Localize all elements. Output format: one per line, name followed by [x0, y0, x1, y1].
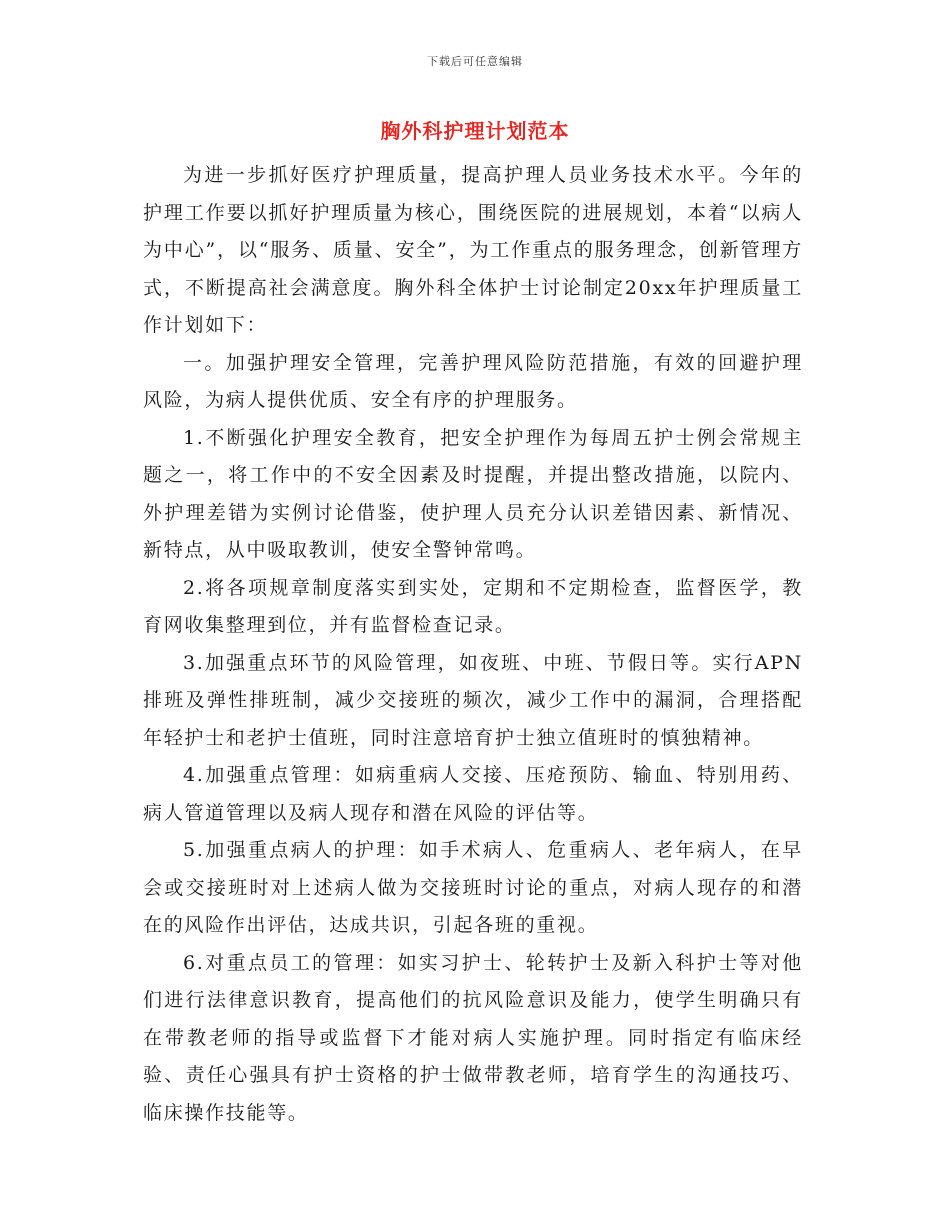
document-body — [143, 157, 803, 1132]
paragraph-intro: 为进一步抓好医疗护理质量，提高护理人员业务技术水平。今年的护理工作要以抓好护理质量为核心，围绕医院的进展规划，本着“以病人为中心”，以“服务、质量、安全”，为工作重点的服务理念，创新管理方式，不断提高社会满意度。胸外科全体护士讨论制定20xx年护理质量工作计划如下： — [143, 164, 803, 336]
header-note: 下载后可任意编辑 — [427, 55, 523, 68]
document-title: 胸外科护理计划范本 — [380, 119, 570, 143]
paragraph-item-3: 3.加强重点环节的风险管理，如夜班、中班、节假日等。实行APN排班及弹性排班制，减少交接班的频次，减少工作中的漏洞，合理搭配年轻护士和老护士值班，同时注意培育护士独立值班时的慎独精神。 — [143, 651, 803, 749]
paragraph-item-1: 1.不断强化护理安全教育，把安全护理作为每周五护士例会常规主题之一，将工作中的不安全因素及时提醒，并提出整改措施，以院内、外护理差错为实例讨论借鉴，使护理人员充分认识差错因素、新情况、新特点，从中吸取教训，使安全警钟常鸣。 — [143, 426, 803, 561]
paragraph-item-2: 2.将各项规章制度落实到实处，定期和不定期检查，监督医学，教育网收集整理到位，并有监督检查记录。 — [143, 576, 803, 636]
paragraph-section-1: 一。加强护理安全管理，完善护理风险防范措施，有效的回避护理风险，为病人提供优质、安全有序的护理服务。 — [143, 351, 803, 411]
paragraph-item-6: 6.对重点员工的管理：如实习护士、轮转护士及新入科护士等对他们进行法律意识教育，提高他们的抗风险意识及能力，使学生明确只有在带教老师的指导或监督下才能对病人实施护理。同时指定有临床经验、责任心强具有护士资格的护士做带教老师，培育学生的沟通技巧、临床操作技能等。 — [143, 951, 803, 1124]
paragraph-item-5: 5.加强重点病人的护理：如手术病人、危重病人、老年病人，在早会或交接班时对上述病人做为交接班时讨论的重点，对病人现存的和潜在的风险作出评估，达成共识，引起各班的重视。 — [143, 839, 803, 936]
paragraph-item-4: 4.加强重点管理：如病重病人交接、压疮预防、输血、特别用药、病人管道管理以及病人现存和潜在风险的评估等。 — [143, 764, 803, 824]
